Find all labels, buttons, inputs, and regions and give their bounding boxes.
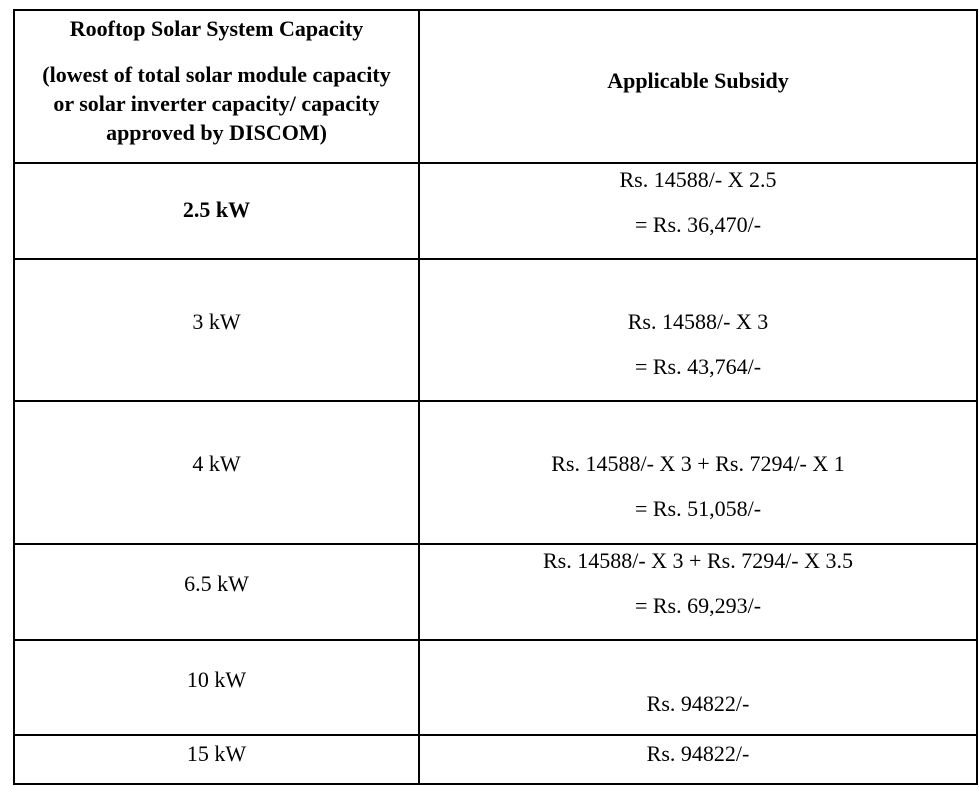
capacity-value: 4 kW [192,451,241,476]
capacity-header-note: or solar inverter capacity/ capacity [53,91,380,116]
subsidy-formula: Rs. 14588/- X 3 + Rs. 7294/- X 3.5 [542,548,854,573]
capacity-cell [15,402,418,543]
subsidy-cell [420,164,976,258]
subsidy-cell [420,641,976,734]
capacity-header-note: (lowest of total solar module capacity [42,62,391,87]
capacity-cell [15,164,418,258]
header-subsidy-cell [420,11,976,162]
subsidy-cell [420,736,976,783]
capacity-cell [15,260,418,400]
header-capacity-cell [15,11,418,162]
capacity-value: 3 kW [192,309,241,334]
subsidy-result: = Rs. 69,293/- [634,593,762,618]
subsidy-result: = Rs. 51,058/- [634,496,762,521]
capacity-cell [15,641,418,734]
subsidy-result: = Rs. 36,470/- [634,212,762,237]
subsidy-cell [420,402,976,543]
subsidy-result: = Rs. 43,764/- [634,354,762,379]
subsidy-cell [420,545,976,639]
capacity-value: 15 kW [186,741,247,766]
subsidy-table [13,9,978,785]
subsidy-formula: Rs. 14588/- X 2.5 [619,167,777,192]
capacity-header-note: approved by DISCOM) [106,120,327,145]
capacity-value: 2.5 kW [182,197,251,222]
table-border-bottom [13,783,978,785]
subsidy-formula: Rs. 14588/- X 3 [627,309,769,334]
table-border-right [976,9,978,785]
subsidy-result: Rs. 94822/- [646,741,750,766]
capacity-value: 6.5 kW [184,571,249,596]
capacity-header-title: Rooftop Solar System Capacity [69,16,364,41]
subsidy-header-title: Applicable Subsidy [607,67,789,93]
capacity-cell [15,736,418,783]
capacity-cell [15,545,418,639]
subsidy-result: Rs. 94822/- [646,691,750,716]
subsidy-cell [420,260,976,400]
capacity-value: 10 kW [186,667,247,692]
subsidy-formula: Rs. 14588/- X 3 + Rs. 7294/- X 1 [551,451,845,476]
